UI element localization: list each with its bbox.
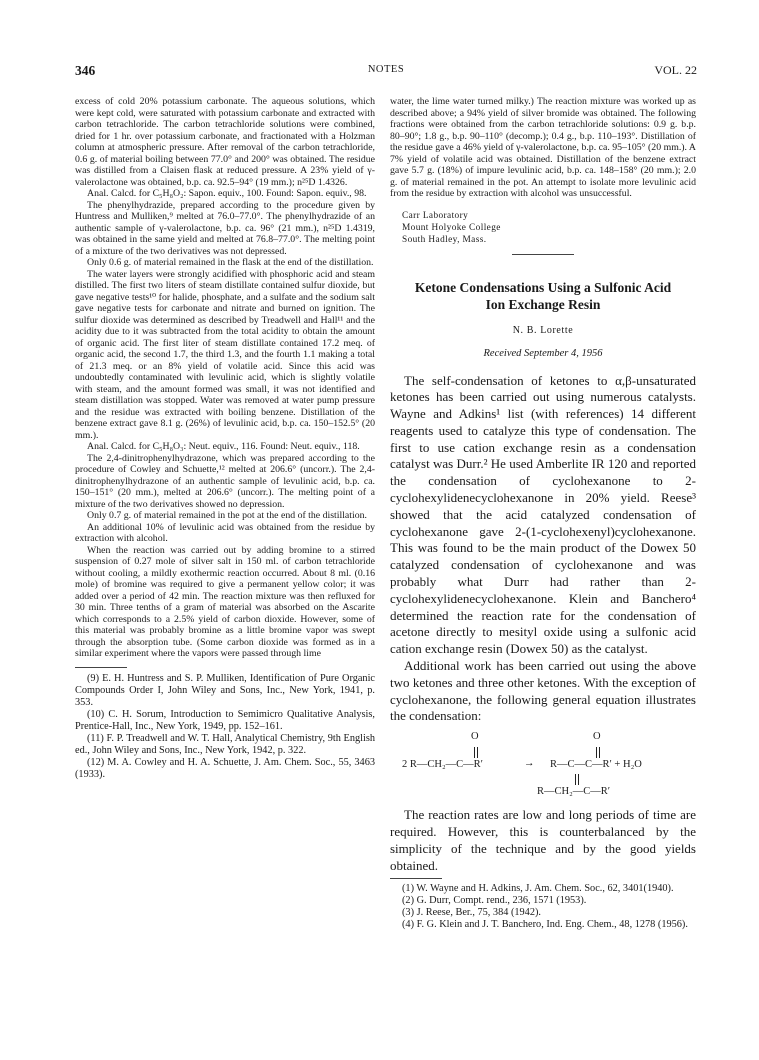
paragraph: When the reaction was carried out by adding bromine to a stirred suspension of 0.27 mole of silver salt in 150 ml. of carbon tetrachloride without cooling, a mildly exothermic reaction occurred. About 8 ml. (0.16 mole) of bromine was required to give a permanent yellow color; it was added over a period of 42 min. The reaction mixture was then refluxed for 30 min. Three tenths of a gram of material was absorbed on the Ascarite which corresponds to a 2.5% yield of carbon dioxide. However, some of this material was probably bromine as a little bromine vapor was swept through the absorption tube. (Some carbon dioxide was formed as in a similar experiment where the vapors were passed through lime bbox=[75, 544, 375, 659]
address-block bbox=[402, 210, 696, 246]
paragraph: The self-condensation of ketones to α,β-unsaturated ketones has been carried out using numerous catalysts. Wayne and Adkins¹ list (with references) 14 different reagents used to catalyze this type of condensation. The first to use cation exchange resin as a condensation catalyst was Durr.² He used Amberlite IR 120 and reported the condensation of cyclohexanone to 2-cyclohexylidenecyclohexanone in 20% yield. Reese³ showed that the acid catalyzed condensation of cyclohexanone gave 2-(1-cyclohexenyl)cyclohexanone. This was found to be the main product of the Dowex 50 catalyzed condensation of cyclohexanone and was probably what Durr had rather than 2-cyclohexylidenecyclohexanone. Klein and Banchero⁴ determined the reaction rate for the condensation of acetone directly to mesityl oxide using a sulfonic acid cation exchange resin (Dowex 50) as the catalyst. bbox=[390, 372, 696, 657]
paragraph: excess of cold 20% potassium carbonate. The aqueous solutions, which were kept cold, were saturated with potassium carbonate and extracted with carbon tetrachloride. The carbon tetrachloride solutions were combined, dried for 1 hr. over potassium carbonate, and fractionated with a Holzman column at atmospheric pressure. After removal of the carbon tetrachloride, 0.6 g. of material boiling between 77.0° and 200° was obtained. The residue was distilled from a Claisen flask at reduced pressure. A 23% yield of γ-valerolactone was obtained, b.p. ca. 92.5–94° (19 mm.); n²⁵D 1.4326. bbox=[75, 96, 375, 188]
equation-substituent: R—CH₂—C—R′ bbox=[537, 786, 611, 798]
double-bond bbox=[474, 747, 475, 758]
paragraph: An additional 10% of levulinic acid was obtained from the residue by extraction with alcohol. bbox=[75, 521, 375, 544]
paragraph: The water layers were strongly acidified with phosphoric acid and steam distilled. The first two liters of steam distillate contained sulfur dioxide, but gave negative tests¹⁰ for halide, phosphate, and a sulfate and the sodium salt gave negative tests for carbonate and nitrate and burned on ignition. The sulfur dioxide was determined as described by Treadwell and Hall¹¹ and the acidity due to it was subtracted from the total acidity to obtain the amount of organic acid. The first liter of steam distillate contained 17.2 meq. of organic acid, the second 1.7, the third 1.3, and the fourth 1.1 making a total of 21.3 meq. or an 8% yield of volatile acid. Since this acid was undoubtedly contaminated with levulinic acid, which is slightly volatile with steam, and the amount formed was small, it was not identified and steam distillation was stopped. Water was removed at water pump pressure and the residue was extracted with boiling benzene. Distillation of the benzene extract gave 8.1 g. (26%) of levulinic acid, b.p. ca. 150–152.5° (20 mm.). bbox=[75, 268, 375, 441]
paragraph: Anal. Calcd. for C₅H₈O₂: Sapon. equiv., 100. Found: Sapon. equiv., 98. bbox=[87, 188, 367, 199]
received-date: Received September 4, 1956 bbox=[483, 347, 603, 359]
condensation-equation bbox=[390, 725, 696, 807]
paragraph: The reaction rates are low and long periods of time are required. However, this is counterbalanced by the simplicity of the technique and by the good yields obtained. bbox=[390, 807, 696, 873]
equation-reactant: 2 R—CH₂—C—R′ bbox=[402, 759, 483, 771]
carbonyl-oxygen: O bbox=[471, 731, 479, 743]
footnote: (10) C. H. Sorum, Introduction to Semimicro Qualitative Analysis, Prentice-Hall, Inc., New York, 1949, pp. 152–161. bbox=[75, 708, 375, 732]
footnote: (3) J. Reese, Ber., 75, 384 (1942). bbox=[402, 907, 541, 919]
paragraph: Only 0.6 g. of material remained in the flask at the end of the distillation. bbox=[87, 257, 374, 268]
footnote: (9) E. H. Huntress and S. P. Mulliken, Identification of Pure Organic Compounds Order I, John Wiley and Sons, Inc., New York, 1941, p. 353. bbox=[75, 672, 375, 708]
address-line: South Hadley, Mass. bbox=[402, 234, 487, 245]
paragraph: The phenylhydrazide, prepared according to the procedure given by Huntress and Mulliken,⁹ melted at 76.0–77.0°. The phenylhydrazide of an authentic sample of γ-valerolactone, b.p. ca. 96° (21 mm.), n²⁵D 1.4319, was obtained in the same yield and melted at 76.8–77.0°. The melting point of a mixture of the two derivatives was not depressed. bbox=[75, 199, 375, 257]
volume-label: VOL. 22 bbox=[654, 63, 697, 77]
footnote-rule bbox=[75, 667, 127, 668]
footnote: (4) F. G. Klein and J. T. Banchero, Ind. Eng. Chem., 48, 1278 (1956). bbox=[402, 919, 688, 931]
double-bond bbox=[596, 747, 597, 758]
article-title: Ion Exchange Resin bbox=[485, 296, 601, 312]
article-title: Ketone Condensations Using a Sulfonic Acid bbox=[414, 279, 672, 295]
left-column bbox=[75, 96, 375, 781]
footnote: (12) M. A. Cowley and H. A. Schuette, J. Am. Chem. Soc., 55, 3463 (1933). bbox=[75, 756, 375, 780]
paragraph: Anal. Calcd. for C₅H₈O₃: Neut. equiv., 116. Found: Neut. equiv., 118. bbox=[87, 441, 360, 452]
carbonyl-oxygen: O bbox=[593, 731, 601, 743]
equation-product: R—C—C—R′ + H₂O bbox=[550, 759, 642, 771]
double-bond bbox=[575, 774, 576, 785]
double-bond bbox=[477, 747, 478, 758]
page-header bbox=[75, 63, 697, 81]
section-divider bbox=[512, 254, 574, 255]
paragraph: Only 0.7 g. of material remained in the pot at the end of the distillation. bbox=[87, 510, 367, 521]
page-number: 346 bbox=[75, 63, 96, 78]
paragraph: water, the lime water turned milky.) The reaction mixture was worked up as described above; a 94% yield of silver bromide was obtained. The following fractions were obtained from the carbon tetrachloride solutions: 0.9 g. b.p. 80–90°; 1.8 g., b.p. 90–110° (decomp.); 0.4 g., b.p. 110–193°. Distillation of the residue gave a 46% yield of γ-valerolactone, b.p. ca. 95–105° (20 mm.). A 7% yield of volatile acid was obtained. Distillation of the benzene extract gave 5.7 g. (18%) of impure levulinic acid, b.p. ca. 148–158° (20 mm.); 2.0 g. of material remained in the pot. An attempt to isolate more levulinic acid from the residue by extraction with alcohol was unsuccessful. bbox=[390, 96, 696, 199]
address-line: Carr Laboratory bbox=[402, 210, 469, 221]
paragraph: The 2,4-dinitrophenylhydrazone, which was prepared according to the procedure of Cowley and Schuette,¹² melted at 206.6° (uncorr.). The 2,4-dinitrophenylhydrazone of an authentic sample of levulinic acid, b.p. ca. 150–151° (20 mm.), melted at 206.6° (uncorr.). The melting point of a mixture of the two derivatives showed no depression. bbox=[75, 452, 375, 510]
running-head: NOTES bbox=[367, 64, 405, 75]
address-line: Mount Holyoke College bbox=[402, 222, 501, 233]
footnote: (11) F. P. Treadwell and W. T. Hall, Analytical Chemistry, 9th English ed., John Wiley and Sons, Inc., New York, 1942, p. 322. bbox=[75, 732, 375, 756]
footnote-rule bbox=[390, 878, 442, 879]
reaction-arrow: → bbox=[524, 758, 535, 770]
author: N. B. Lorette bbox=[512, 324, 574, 336]
paragraph: Additional work has been carried out using the above two ketones and three other ketones. With the exception of cyclohexanone, the following general equation illustrates the condensation: bbox=[390, 658, 696, 724]
right-column bbox=[390, 96, 696, 931]
footnote: (2) G. Durr, Compt. rend., 236, 1571 (1953). bbox=[402, 895, 587, 907]
double-bond bbox=[599, 747, 600, 758]
footnote: (1) W. Wayne and H. Adkins, J. Am. Chem. Soc., 62, 3401(1940). bbox=[402, 883, 674, 895]
double-bond bbox=[578, 774, 579, 785]
